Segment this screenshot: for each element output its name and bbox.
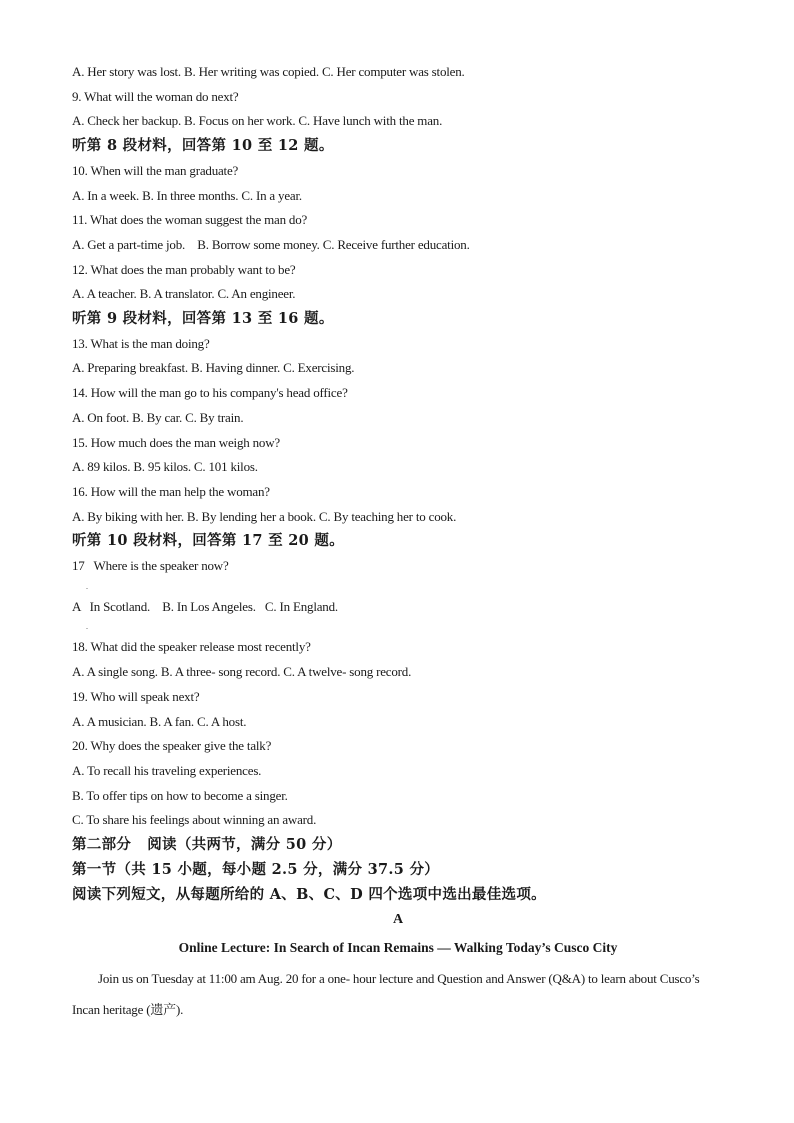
question-9: 9. What will the woman do next? — [72, 88, 239, 104]
exam-page — [72, 60, 724, 1025]
passage-title: Online Lecture: In Search of Incan Remains — Walking Today’s Cusco City — [178, 940, 618, 956]
section-heading-8: 听第 8 段材料，回答第 10 至 12 题。 — [72, 137, 334, 155]
question-12: 12. What does the man probably want to be? — [72, 261, 296, 277]
answer-options-14: A. On foot. B. By car. C. By train. — [72, 409, 244, 425]
part-two-heading: 第二部分 阅读（共两节，满分 50 分） — [72, 836, 342, 854]
answer-options-15: A. 89 kilos. B. 95 kilos. C. 101 kilos. — [72, 459, 258, 475]
question-19: 19. Who will speak next? — [72, 688, 200, 704]
answer-options-18: A. A single song. B. A three- song record. C. A twelve- song record. — [72, 664, 412, 680]
answer-options-11: A. Get a part-time job. B. Borrow some money. C. Receive further education. — [72, 236, 470, 252]
stray-dot: . — [86, 581, 88, 591]
answer-options-16: A. By biking with her. B. By lending her a book. C. By teaching her to cook. — [72, 508, 457, 524]
question-15: 15. How much does the man weigh now? — [72, 434, 280, 450]
question-17: 17 Where is the speaker now? — [72, 558, 229, 574]
reading-instructions: 阅读下列短文，从每题所给的 A、B、C、D 四个选项中选出最佳选项。 — [72, 885, 546, 903]
section-heading-10: 听第 10 段材料，回答第 17 至 20 题。 — [72, 532, 345, 550]
question-20: 20. Why does the speaker give the talk? — [72, 738, 272, 754]
answer-option-20a: A. To recall his traveling experiences. — [72, 762, 262, 778]
answer-option-20c: C. To share his feelings about winning an award. — [72, 812, 317, 828]
stray-dot: . — [86, 622, 88, 632]
answer-options-9: A. Check her backup. B. Focus on her work. C. Have lunch with the man. — [72, 113, 443, 129]
section-one-heading: 第一节（共 15 小题，每小题 2.5 分，满分 37.5 分） — [72, 860, 440, 878]
passage-paragraph: Join us on Tuesday at 11:00 am Aug. 20 for a one- hour lecture and Question and Answer (Q&A) to learn about Cusco’s Incan heritage (遗产). — [72, 971, 700, 1018]
question-18: 18. What did the speaker release most recently? — [72, 639, 311, 655]
answer-options-8: A. Her story was lost. B. Her writing was copied. C. Her computer was stolen. — [72, 64, 465, 79]
answer-option-20b: B. To offer tips on how to become a singer. — [72, 787, 288, 803]
answer-options-19: A. A musician. B. A fan. C. A host. — [72, 713, 247, 729]
question-13: 13. What is the man doing? — [72, 335, 210, 351]
answer-options-12: A. A teacher. B. A translator. C. An engineer. — [72, 286, 296, 302]
answer-options-17: A In Scotland. B. In Los Angeles. C. In England. — [72, 598, 338, 614]
question-11: 11. What does the woman suggest the man do? — [72, 212, 308, 228]
question-10: 10. When will the man graduate? — [72, 162, 239, 178]
answer-options-10: A. In a week. B. In three months. C. In a year. — [72, 187, 302, 203]
answer-options-13: A. Preparing breakfast. B. Having dinner. C. Exercising. — [72, 360, 355, 376]
question-14: 14. How will the man go to his company's head office? — [72, 385, 348, 401]
passage-label: A — [392, 912, 404, 928]
question-16: 16. How will the man help the woman? — [72, 483, 270, 499]
section-heading-9: 听第 9 段材料，回答第 13 至 16 题。 — [72, 310, 334, 328]
